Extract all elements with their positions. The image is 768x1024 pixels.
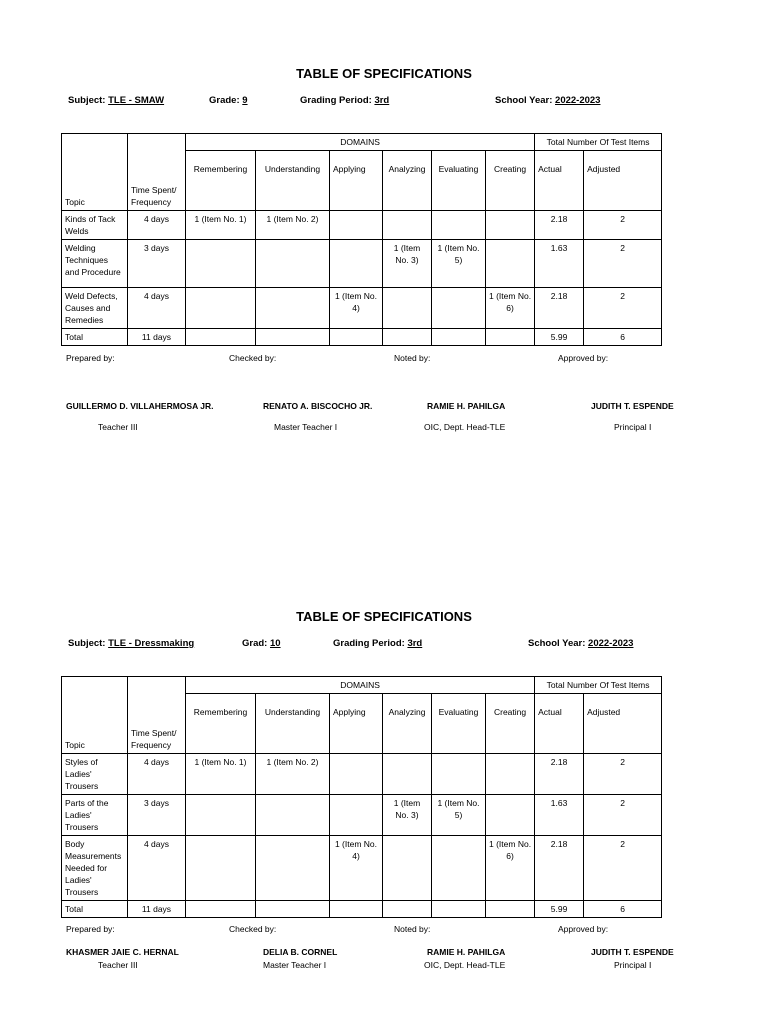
total-time: 11 days (128, 329, 186, 346)
noted-by-name: RAMIE H. PAHILGA (427, 947, 506, 957)
applying-cell (330, 211, 383, 240)
applying-cell (330, 240, 383, 288)
domains-header: DOMAINS (186, 677, 535, 694)
approved-by-title: Principal I (614, 422, 652, 432)
time-cell: 3 days (128, 240, 186, 288)
header-row-domains (62, 677, 662, 694)
actual-header: Actual (535, 151, 584, 211)
adjusted-cell: 2 (584, 754, 662, 795)
understanding-cell (256, 795, 330, 836)
evaluating-header: Evaluating (432, 694, 486, 754)
grade-field (242, 638, 281, 649)
actual-cell: 2.18 (535, 836, 584, 901)
noted-by-label: Noted by: (394, 924, 431, 934)
checked-by-label: Checked by: (229, 353, 277, 363)
evaluating-cell (432, 754, 486, 795)
evaluating-cell: 1 (Item No. 5) (432, 240, 486, 288)
understanding-cell (256, 288, 330, 329)
sheet-title: TABLE OF SPECIFICATIONS (296, 66, 472, 81)
approved-by-name: JUDITH T. ESPENDE (591, 401, 674, 411)
adjusted-cell: 2 (584, 240, 662, 288)
applying-cell: 1 (Item No. 4) (330, 288, 383, 329)
adjusted-cell: 2 (584, 288, 662, 329)
understanding-cell (256, 240, 330, 288)
grade-label: Grad: (242, 638, 268, 649)
creating-cell: 1 (Item No. 6) (486, 288, 535, 329)
school-year-field (528, 638, 633, 649)
header-row-domains (62, 134, 662, 151)
table-row (62, 795, 662, 836)
time-cell: 4 days (128, 211, 186, 240)
specification-table (61, 676, 662, 918)
evaluating-cell: 1 (Item No. 5) (432, 795, 486, 836)
total-test-items-header: Total Number Of Test Items (535, 677, 662, 694)
checked-by-name: RENATO A. BISCOCHO JR. (263, 401, 373, 411)
subject-value: TLE - Dressmaking (108, 638, 195, 649)
checked-by-title: Master Teacher I (263, 960, 327, 970)
time-spent-header: Time Spent/ Frequency (128, 677, 186, 754)
remembering-cell: 1 (Item No. 1) (186, 211, 256, 240)
total-adjusted: 6 (584, 901, 662, 918)
prepared-by-title: Teacher III (98, 422, 138, 432)
total-actual: 5.99 (535, 901, 584, 918)
creating-cell (486, 211, 535, 240)
prepared-by-title: Teacher III (98, 960, 138, 970)
adjusted-header: Adjusted (584, 151, 662, 211)
topic-cell: Body Measurements Needed for Ladies' Trousers (62, 836, 128, 901)
actual-cell: 2.18 (535, 288, 584, 329)
topic-cell: Weld Defects, Causes and Remedies (62, 288, 128, 329)
subject-label: Subject: (68, 638, 106, 649)
applying-cell (330, 795, 383, 836)
evaluating-cell (432, 836, 486, 901)
creating-header: Creating (486, 151, 535, 211)
table-row (62, 211, 662, 240)
applying-header: Applying (330, 151, 383, 211)
total-time: 11 days (128, 901, 186, 918)
approved-by-label: Approved by: (558, 924, 609, 934)
prepared-by-label: Prepared by: (66, 353, 115, 363)
analyzing-cell (383, 211, 432, 240)
topic-header: Topic (62, 134, 128, 211)
understanding-header: Understanding (256, 694, 330, 754)
checked-by-label: Checked by: (229, 924, 277, 934)
grading-period-value: 3rd (407, 638, 423, 649)
grading-period-value: 3rd (374, 95, 390, 106)
applying-header: Applying (330, 694, 383, 754)
total-label: Total (62, 329, 128, 346)
actual-cell: 2.18 (535, 211, 584, 240)
noted-by-title: OIC, Dept. Head-TLE (424, 422, 506, 432)
prepared-by-label: Prepared by: (66, 924, 115, 934)
actual-cell: 1.63 (535, 795, 584, 836)
noted-by-name: RAMIE H. PAHILGA (427, 401, 506, 411)
remembering-cell (186, 240, 256, 288)
remembering-header: Remembering (186, 694, 256, 754)
time-cell: 4 days (128, 836, 186, 901)
grading-period-label: Grading Period: (300, 95, 372, 106)
evaluating-cell (432, 288, 486, 329)
school-year-label: School Year: (495, 95, 553, 106)
specification-table (61, 133, 662, 346)
total-adjusted: 6 (584, 329, 662, 346)
school-year-value: 2022-2023 (588, 638, 634, 649)
remembering-cell (186, 288, 256, 329)
grade-label: Grade: (209, 95, 240, 106)
understanding-cell (256, 836, 330, 901)
approved-by-name: JUDITH T. ESPENDE (591, 947, 674, 957)
creating-cell (486, 754, 535, 795)
adjusted-cell: 2 (584, 795, 662, 836)
checked-by-name: DELIA B. CORNEL (263, 947, 338, 957)
total-label: Total (62, 901, 128, 918)
analyzing-header: Analyzing (383, 151, 432, 211)
topic-cell: Parts of the Ladies' Trousers (62, 795, 128, 836)
school-year-field (495, 95, 600, 106)
noted-by-label: Noted by: (394, 353, 431, 363)
grade-value: 10 (269, 638, 281, 649)
topic-cell: Kinds of Tack Welds (62, 211, 128, 240)
total-row (62, 329, 662, 346)
creating-cell (486, 240, 535, 288)
creating-cell: 1 (Item No. 6) (486, 836, 535, 901)
total-test-items-header: Total Number Of Test Items (535, 134, 662, 151)
topic-cell: Styles of Ladies' Trousers (62, 754, 128, 795)
understanding-cell: 1 (Item No. 2) (256, 754, 330, 795)
subject-value: TLE - SMAW (108, 95, 165, 106)
total-row (62, 901, 662, 918)
remembering-cell (186, 836, 256, 901)
checked-by-title: Master Teacher I (274, 422, 338, 432)
adjusted-cell: 2 (584, 836, 662, 901)
school-year-label: School Year: (528, 638, 586, 649)
table-row (62, 836, 662, 901)
evaluating-cell (432, 211, 486, 240)
evaluating-header: Evaluating (432, 151, 486, 211)
time-cell: 4 days (128, 288, 186, 329)
sheet-title: TABLE OF SPECIFICATIONS (296, 609, 472, 624)
adjusted-header: Adjusted (584, 694, 662, 754)
table-row (62, 240, 662, 288)
subject-field (68, 638, 194, 649)
total-actual: 5.99 (535, 329, 584, 346)
grade-value: 9 (242, 95, 248, 106)
time-spent-header: Time Spent/ Frequency (128, 134, 186, 211)
understanding-header: Understanding (256, 151, 330, 211)
approved-by-title: Principal I (614, 960, 652, 970)
analyzing-cell (383, 288, 432, 329)
understanding-cell: 1 (Item No. 2) (256, 211, 330, 240)
remembering-header: Remembering (186, 151, 256, 211)
analyzing-cell (383, 754, 432, 795)
grading-period-label: Grading Period: (333, 638, 405, 649)
actual-cell: 2.18 (535, 754, 584, 795)
remembering-cell (186, 795, 256, 836)
applying-cell: 1 (Item No. 4) (330, 836, 383, 901)
grading-period-field (333, 638, 422, 649)
prepared-by-name: GUILLERMO D. VILLAHERMOSA JR. (66, 401, 214, 411)
school-year-value: 2022-2023 (555, 95, 601, 106)
table-row (62, 288, 662, 329)
actual-cell: 1.63 (535, 240, 584, 288)
noted-by-title: OIC, Dept. Head-TLE (424, 960, 506, 970)
topic-cell: Welding Techniques and Procedure (62, 240, 128, 288)
domains-header: DOMAINS (186, 134, 535, 151)
analyzing-cell (383, 836, 432, 901)
grade-field (209, 95, 248, 106)
creating-cell (486, 795, 535, 836)
subject-label: Subject: (68, 95, 106, 106)
actual-header: Actual (535, 694, 584, 754)
analyzing-cell: 1 (Item No. 3) (383, 240, 432, 288)
adjusted-cell: 2 (584, 211, 662, 240)
subject-field (68, 95, 164, 106)
analyzing-cell: 1 (Item No. 3) (383, 795, 432, 836)
creating-header: Creating (486, 694, 535, 754)
time-cell: 4 days (128, 754, 186, 795)
applying-cell (330, 754, 383, 795)
topic-header: Topic (62, 677, 128, 754)
analyzing-header: Analyzing (383, 694, 432, 754)
remembering-cell: 1 (Item No. 1) (186, 754, 256, 795)
grading-period-field (300, 95, 389, 106)
prepared-by-name: KHASMER JAIE C. HERNAL (66, 947, 179, 957)
approved-by-label: Approved by: (558, 353, 609, 363)
time-cell: 3 days (128, 795, 186, 836)
table-row (62, 754, 662, 795)
